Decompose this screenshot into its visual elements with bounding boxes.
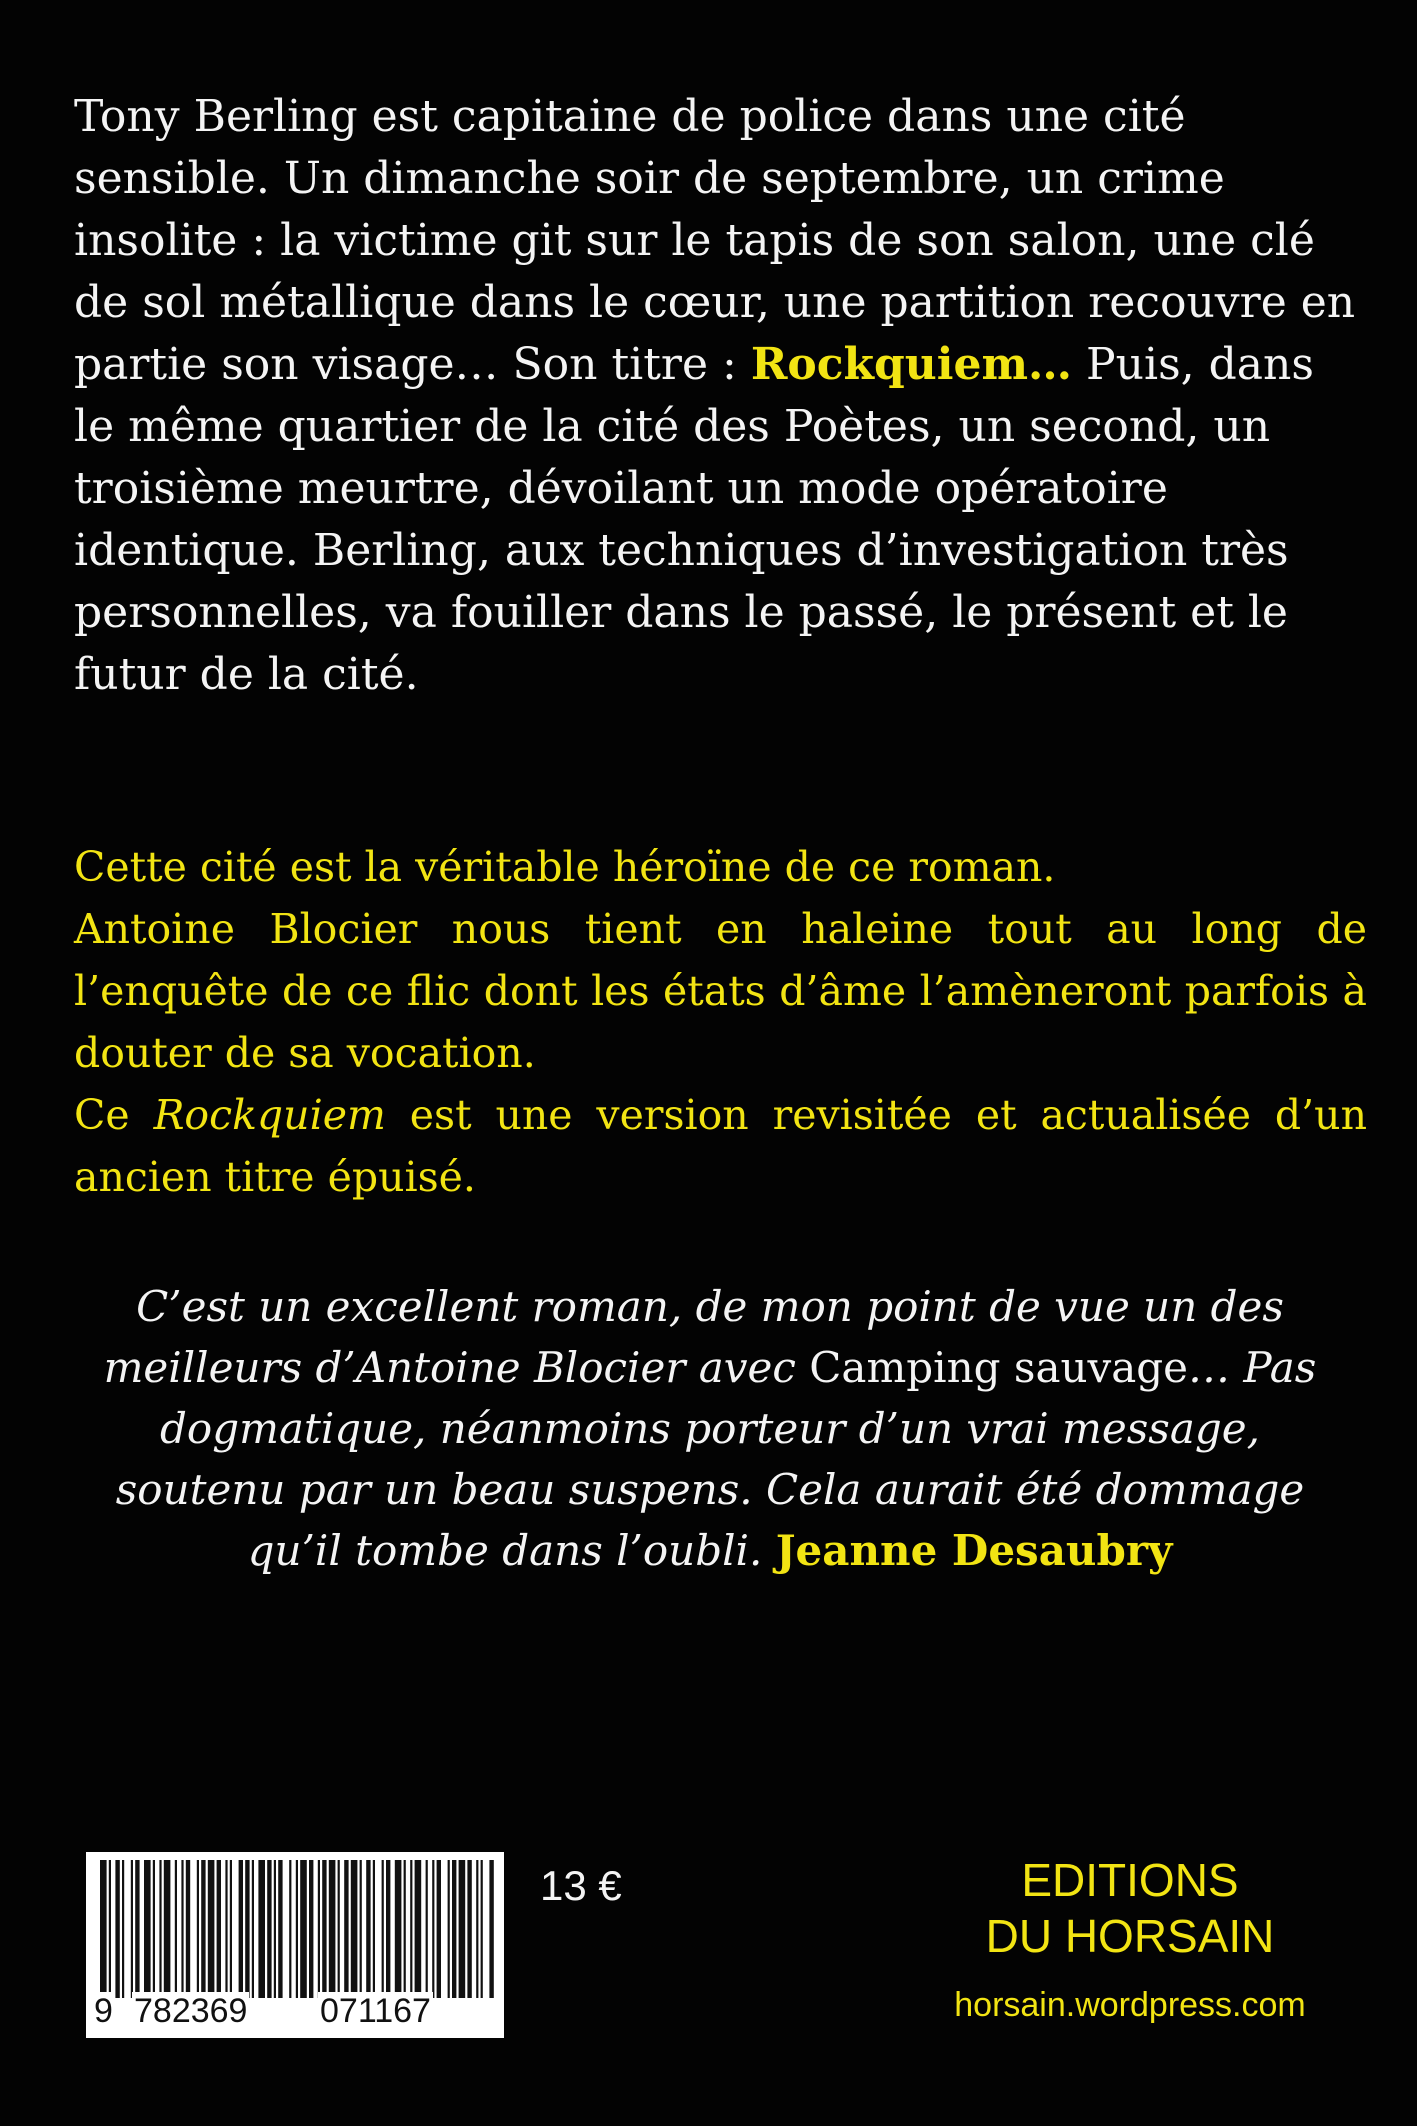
barcode-bar — [225, 1860, 227, 1998]
review-book-title: Camping sauvage — [809, 1343, 1189, 1392]
barcode-bar — [239, 1860, 243, 1998]
blurb-line-3 — [74, 1084, 1367, 1208]
barcode-bar — [159, 1860, 161, 1998]
review-text-1: C’est un excellent roman, de mon point de vue un des meilleurs d’Antoine Blocier avec — [103, 1282, 1284, 1392]
barcode-bar — [164, 1860, 171, 1998]
synopsis-part-1: Tony Berling est capitaine de police dans une cité sensible. Un dimanche soir de septembre, un crime insolite : la victime git sur le tapis de son salon, une clé de sol métallique dans le cœur, une partition recouvre en partie son visage… Son titre : — [74, 91, 1356, 390]
barcode-digits — [86, 1992, 504, 2036]
barcode-bar — [115, 1860, 119, 1998]
blurb-line-2: Antoine Blocier nous tient en haleine tout au long de l’enquête de ce flic dont les états d’âme l’amèneront parfois à douter de sa vocation. — [74, 905, 1367, 1077]
barcode-bar — [252, 1860, 254, 1998]
isbn-barcode — [86, 1852, 504, 2038]
blurb-line-1: Cette cité est la véritable héroïne de ce roman. — [74, 843, 1056, 891]
barcode-bar — [329, 1860, 336, 1998]
publisher-name — [900, 1852, 1360, 1964]
barcode-bar — [296, 1860, 298, 1998]
barcode-bar — [289, 1860, 291, 1998]
publisher-line-1: EDITIONS — [1021, 1854, 1239, 1906]
review-text-2: … Pas dogmatique, néanmoins porteur d’un vrai message, soutenu par un beau suspens. Cela aurait été dommage qu’il tombe dans l’oubli. — [115, 1343, 1317, 1575]
synopsis-part-2: Puis, dans le même quartier de la cité des Poètes, un second, un troisième meurtre, dévoilant un mode opératoire identique. Berling, aux techniques d’investigation très personnelles, va fouiller dans le passé, le présent et le futur de la cité. — [74, 339, 1314, 700]
book-title-highlight: Rockquiem… — [750, 339, 1073, 390]
barcode-bar — [404, 1860, 406, 1998]
barcode-bar — [467, 1860, 471, 1998]
barcode-group-2: 071167 — [320, 1992, 431, 2030]
price-label: 13 € — [540, 1862, 622, 1909]
barcode-group-1: 782369 — [134, 1992, 248, 2030]
barcode-bar — [309, 1860, 313, 1998]
barcode-bar — [386, 1860, 390, 1998]
barcode-bar — [230, 1860, 232, 1998]
barcode-bar — [338, 1860, 340, 1998]
blurb-section — [74, 836, 1367, 1208]
barcode-bar — [366, 1860, 370, 1998]
barcode-bar — [181, 1860, 183, 1998]
barcode-bar — [186, 1860, 190, 1998]
barcode-bar — [415, 1860, 422, 1998]
barcode-bar — [481, 1860, 483, 1998]
barcode-bar — [258, 1860, 265, 1998]
barcode-bar — [395, 1860, 402, 1998]
review-quote — [70, 1276, 1350, 1581]
publisher-line-2: DU HORSAIN — [985, 1910, 1275, 1962]
barcode-bar — [131, 1860, 133, 1998]
barcode-bar — [351, 1860, 358, 1998]
synopsis-text — [74, 86, 1364, 706]
barcode-bar — [144, 1860, 151, 1998]
barcode-bar — [109, 1860, 111, 1998]
barcode-bar — [300, 1860, 307, 1998]
barcode-bar — [410, 1860, 412, 1998]
barcode-bar — [217, 1860, 221, 1998]
barcode-bar — [201, 1860, 205, 1998]
barcode-digit-first: 9 — [94, 1992, 113, 2030]
barcode-bar — [322, 1860, 326, 1998]
barcode-bar — [452, 1860, 456, 1998]
barcode-bar — [476, 1860, 478, 1998]
publisher-website: horsain.wordpress.com — [954, 1986, 1306, 2024]
blurb-book-title: Rockquiem — [153, 1091, 386, 1139]
barcode-bar — [135, 1860, 139, 1998]
barcode-bar — [100, 1860, 107, 1998]
blurb-line-3-end: est une version revisitée et actualisée d’un ancien titre épuisé. — [74, 1091, 1367, 1201]
barcode-bar — [489, 1860, 493, 1998]
barcode-bar — [432, 1860, 434, 1998]
barcode-bar — [360, 1860, 362, 1998]
barcode-bar — [208, 1860, 215, 1998]
barcode-bar — [459, 1860, 466, 1998]
barcode-bar — [278, 1860, 282, 1998]
barcode-bar — [344, 1860, 348, 1998]
barcode-bar — [373, 1860, 375, 1998]
barcode-bar — [122, 1860, 124, 1998]
barcode-bar — [274, 1860, 276, 1998]
barcode-bar — [318, 1860, 320, 1998]
blurb-line-3-start: Ce — [74, 1091, 130, 1139]
barcode-bar — [175, 1860, 177, 1998]
barcode-bar — [448, 1860, 450, 1998]
barcode-bar — [153, 1860, 155, 1998]
review-author: Jeanne Desaubry — [775, 1526, 1173, 1575]
barcode-bar — [426, 1860, 428, 1998]
barcode-bar — [437, 1860, 441, 1998]
barcode-bar — [245, 1860, 249, 1998]
barcode-bar — [197, 1860, 199, 1998]
barcode-bar — [267, 1860, 271, 1998]
barcode-bar — [382, 1860, 384, 1998]
